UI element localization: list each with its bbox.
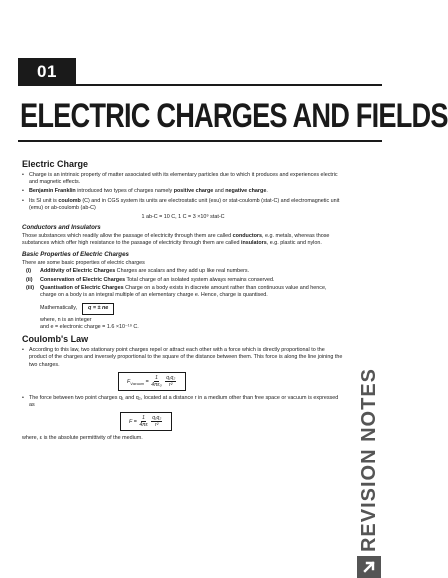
- list-item: • Charge is an intrinsic property of matter associated with its elementary particles due to which it produces and experiences electric and magnetic effects.: [22, 172, 344, 186]
- unit-relation: 1 ab-C = 10 C, 1 C = 3 ×10⁹ stat-C: [141, 214, 225, 221]
- fraction: $\frac{1}{4\pi\varepsilon}$: [139, 415, 148, 429]
- list-item: • The force between two point charges q₁ and q₂, located at a distance r in a medium other than free space or vacuum is expressed as: [22, 395, 344, 409]
- where-epsilon: where, ε is the absolute permittivity of the medium.: [22, 435, 143, 442]
- section-electric-charge: [22, 159, 344, 221]
- where-n: where, n is an integer: [40, 316, 92, 323]
- bullet-list: [22, 172, 344, 212]
- chapter-number: 01: [18, 58, 76, 86]
- header-rule: [76, 84, 382, 86]
- fraction: $\frac{1}{\text{4πε₀}}$: [151, 374, 162, 388]
- subsection-heading: Basic Properties of Electric Charges: [22, 250, 129, 258]
- math-label: Mathematically,: [40, 305, 78, 312]
- coulomb-formula-medium: F = $\frac{1}{4\pi\varepsilon}$ $\frac{\text{q₁q₂}}{\text{r²}}$: [120, 412, 172, 431]
- fraction: $\frac{\text{q₁q₂}}{\text{r²}}$: [166, 374, 176, 388]
- coulomb-formula-vacuum: $F_{Vacuum}$ = $\frac{1}{\text{4πε₀}}$ $\frac{\text{q₁q₂}}{\text{r²}}$: [118, 372, 186, 391]
- list-item: (ii) Conservation of Electric Charges Total charge of an isolated system always remains conserved.: [26, 276, 275, 283]
- where-e: and e = electronic charge = 1.6 ×10⁻¹⁹ C.: [40, 324, 139, 331]
- bullet-list: [22, 347, 344, 369]
- section-basic-properties: [22, 251, 344, 332]
- list-item: (i) Additivity of Electric Charges Charges are scalars and they add up like real numbers.: [26, 267, 250, 274]
- paragraph: There are some basic properties of electric charges: [22, 259, 145, 266]
- list-item: • Its SI unit is coulomb (C) and in CGS system its units are electrostatic unit (esu) or stat-coulomb (stat-C) and electromagnetic unit (emu) or ab-coulomb (ab-C): [22, 198, 344, 212]
- revision-notes-sidebar: [357, 368, 381, 578]
- sidebar-label-text: REVISION NOTES: [357, 368, 380, 553]
- paragraph: Those substances which readily allow the passage of electricity through them are called conductors, e.g. metals, whereas those substances which offer high resistance to the passage of electricity through them are called insulators, e.g. plastic and nylon.: [22, 233, 330, 247]
- section-heading: Electric Charge: [22, 159, 89, 169]
- section-conductors: [22, 224, 344, 247]
- page-content: [22, 159, 344, 444]
- section-coulombs-law: [22, 334, 344, 442]
- list-item: (iii) Quantisation of Electric Charges Charge on a body exists in discrete amount rather than continuous value and hence, charge on a body is an integral multiple of an elementary charge e. Hence, charge is quantised.: [26, 285, 327, 299]
- arrow-up-right-icon: [357, 556, 381, 578]
- quantisation-formula: q = ± ne: [82, 303, 114, 315]
- section-heading: Coulomb's Law: [22, 334, 89, 345]
- properties-list: [22, 268, 344, 300]
- fraction: $\frac{\text{q₁q₂}}{\text{r²}}$: [152, 415, 162, 429]
- title-rule: [18, 140, 382, 142]
- chapter-title: ELECTRIC CHARGES AND FIELDS: [20, 97, 448, 135]
- subsection-heading: Conductors and Insulators: [22, 224, 101, 232]
- bullet-list: [22, 395, 344, 409]
- list-item: • Benjamin Franklin introduced two types of charges namely positive charge and negative charge.: [22, 188, 344, 195]
- list-item: • According to this law, two stationary point charges repel or attract each other with a force which is directly proportional to the product of the charges and inversely proportional to the square of the distance between them. This force is along the line joining the two charges.: [22, 347, 344, 369]
- math-row: [40, 303, 344, 315]
